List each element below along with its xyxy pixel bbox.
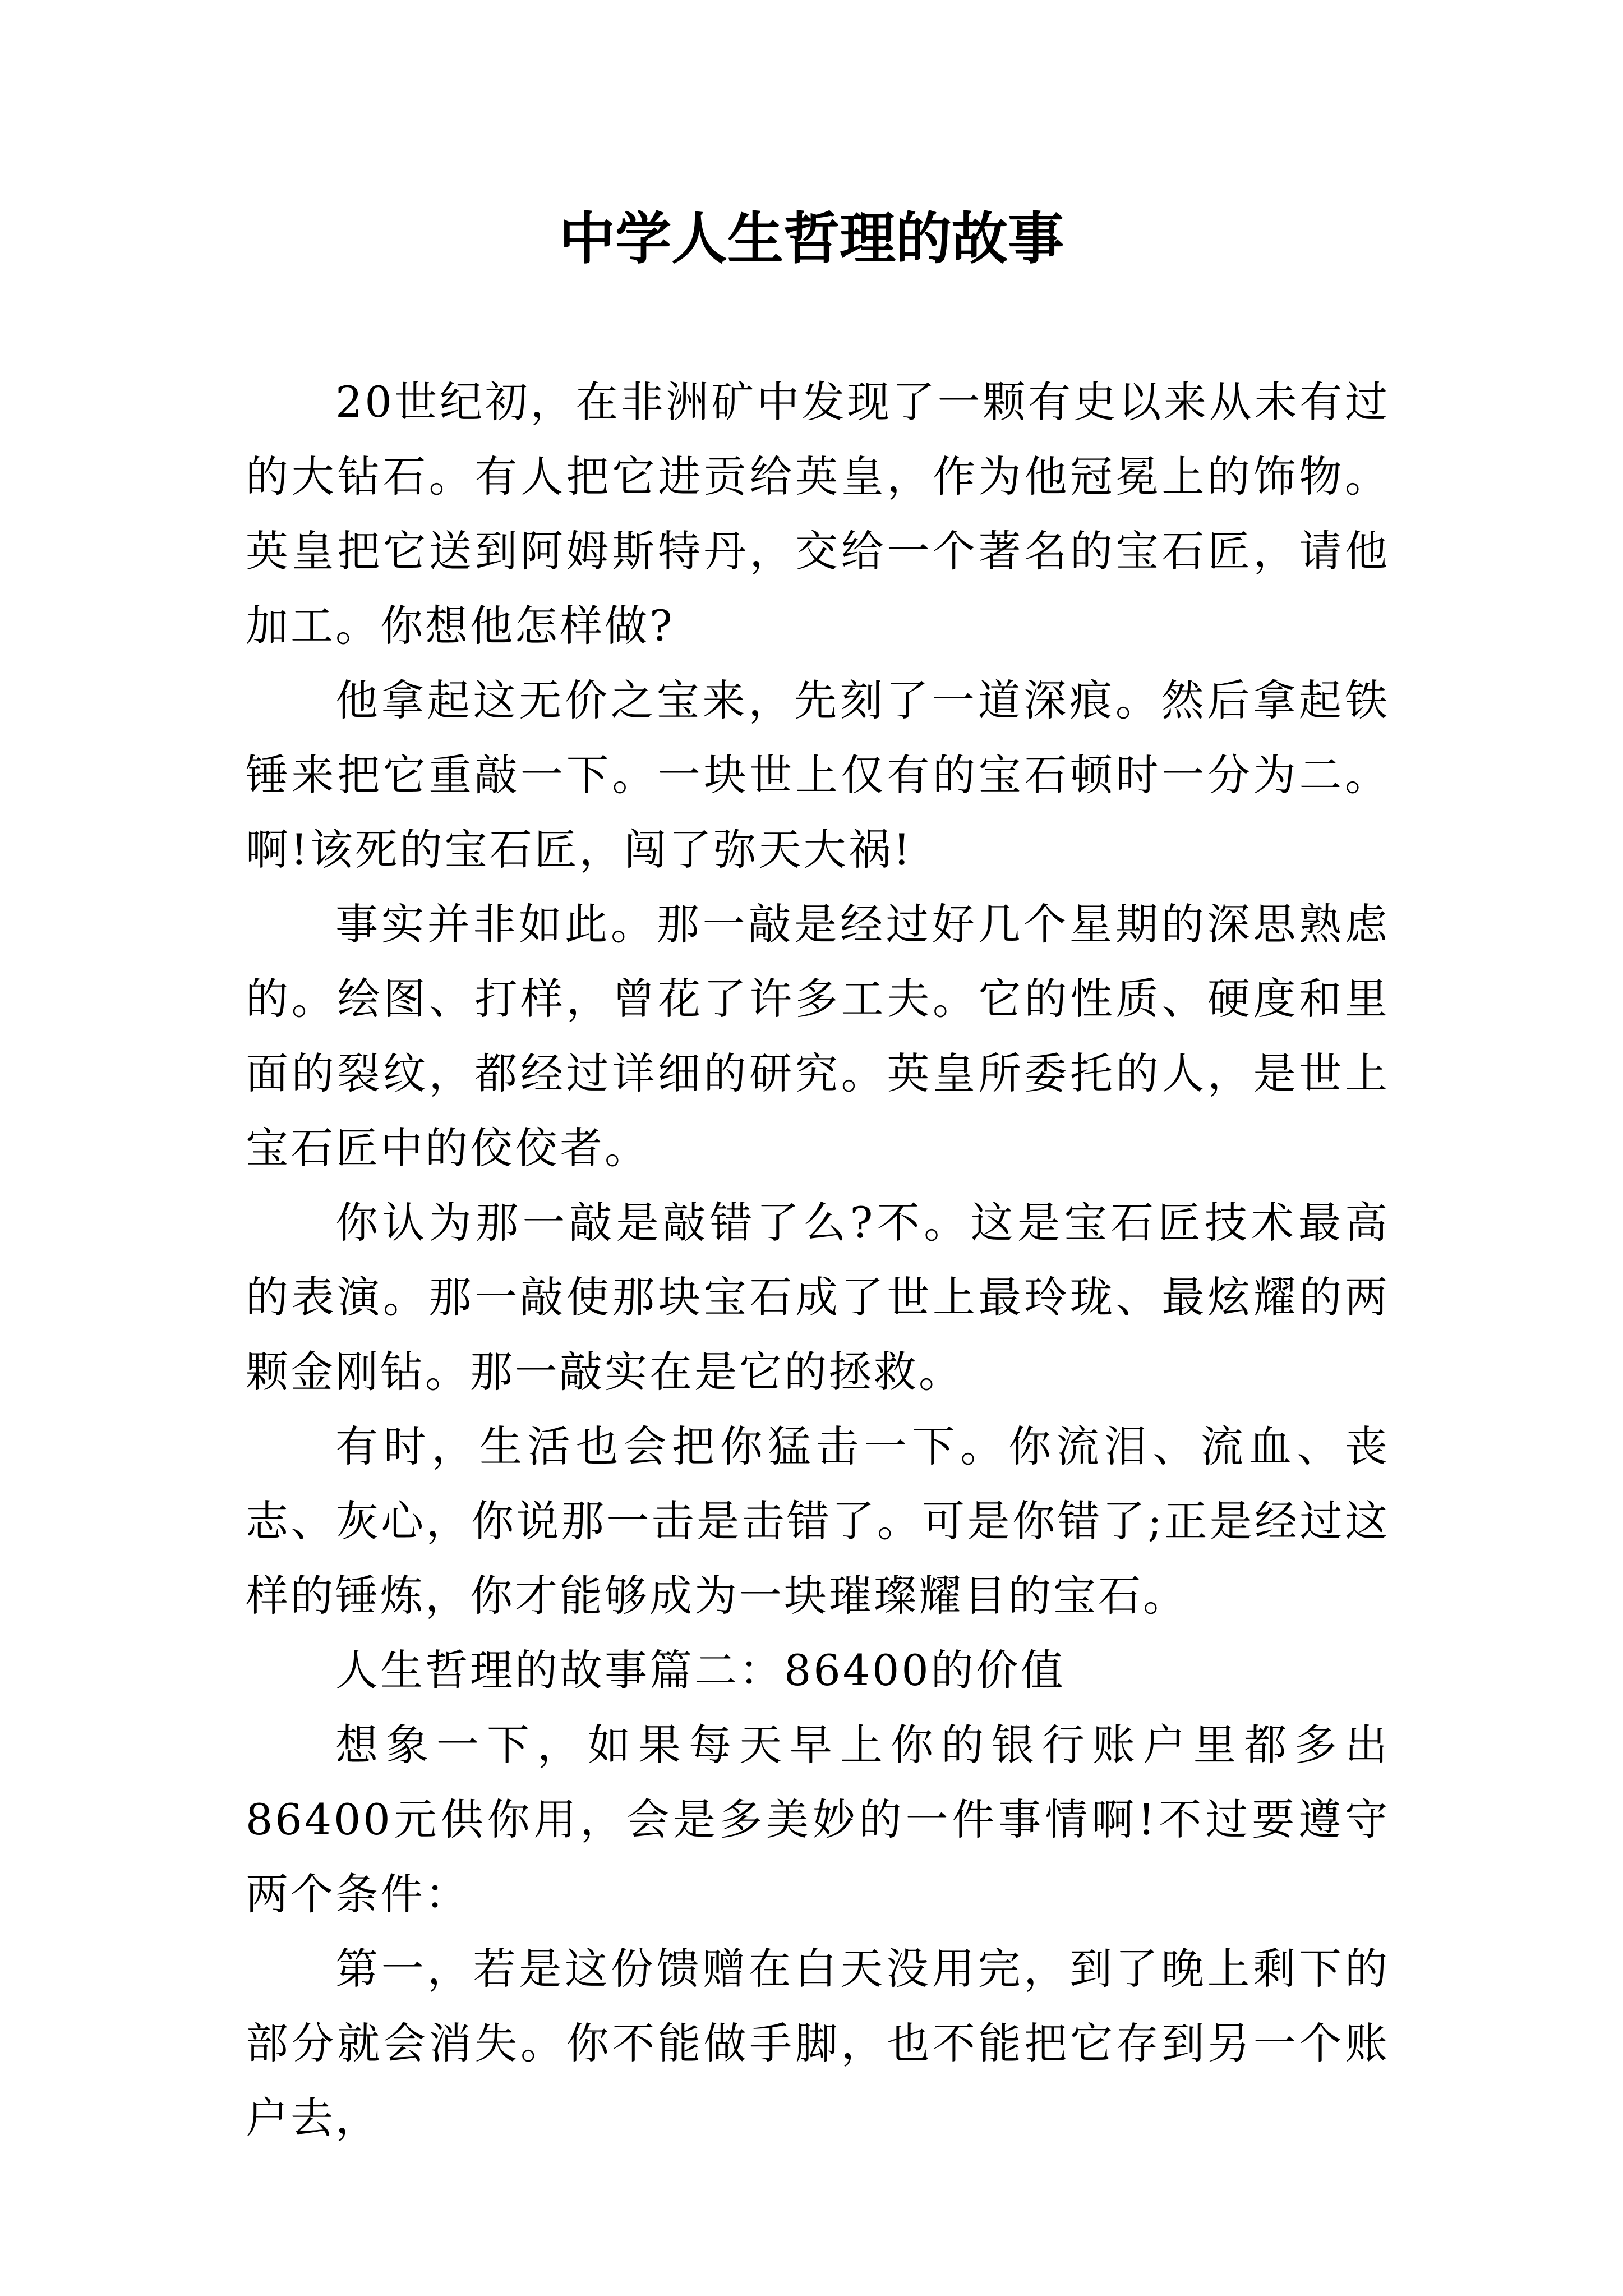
paragraph-4: 你认为那一敲是敲错了么?不。这是宝石匠技术最高的表演。那一敲使那块宝石成了世上最玲珑、最炫耀的两颗金刚钻。那一敲实在是它的拯救。: [246, 1198, 1390, 1397]
section-heading-part-two: 人生哲理的故事篇二：86400的价值: [335, 1645, 1066, 1695]
document-title: 中学人生哲理的故事: [559, 205, 1064, 272]
document-body: [246, 365, 1390, 2155]
paragraph-2: 他拿起这无价之宝来，先刻了一道深痕。然后拿起铁锤来把它重敲一下。一块世上仅有的宝石顿时一分为二。啊!该死的宝石匠，闯了弥天大祸!: [246, 675, 1390, 875]
paragraph-1: 20世纪初，在非洲矿中发现了一颗有史以来从未有过的大钻石。有人把它进贡给英皇，作为他冠冕上的饰物。英皇把它送到阿姆斯特丹，交给一个著名的宝石匠，请他加工。你想他怎样做?: [246, 377, 1390, 651]
paragraph-7: 想象一下，如果每天早上你的银行账户里都多出86400元供你用，会是多美妙的一件事情啊!不过要遵守两个条件：: [246, 1720, 1390, 1919]
paragraph-5: 有时，生活也会把你猛击一下。你流泪、流血、丧志、灰心，你说那一击是击错了。可是你错了;正是经过这样的锤炼，你才能够成为一块璀璨耀目的宝石。: [246, 1421, 1390, 1621]
paragraph-8: 第一，若是这份馈赠在白天没用完，到了晚上剩下的部分就会消失。你不能做手脚，也不能把它存到另一个账户去，: [246, 1944, 1390, 2143]
paragraph-3: 事实并非如此。那一敲是经过好几个星期的深思熟虑的。绘图、打样，曾花了许多工夫。它的性质、硬度和里面的裂纹，都经过详细的研究。英皇所委托的人，是世上宝石匠中的佼佼者。: [246, 899, 1390, 1173]
